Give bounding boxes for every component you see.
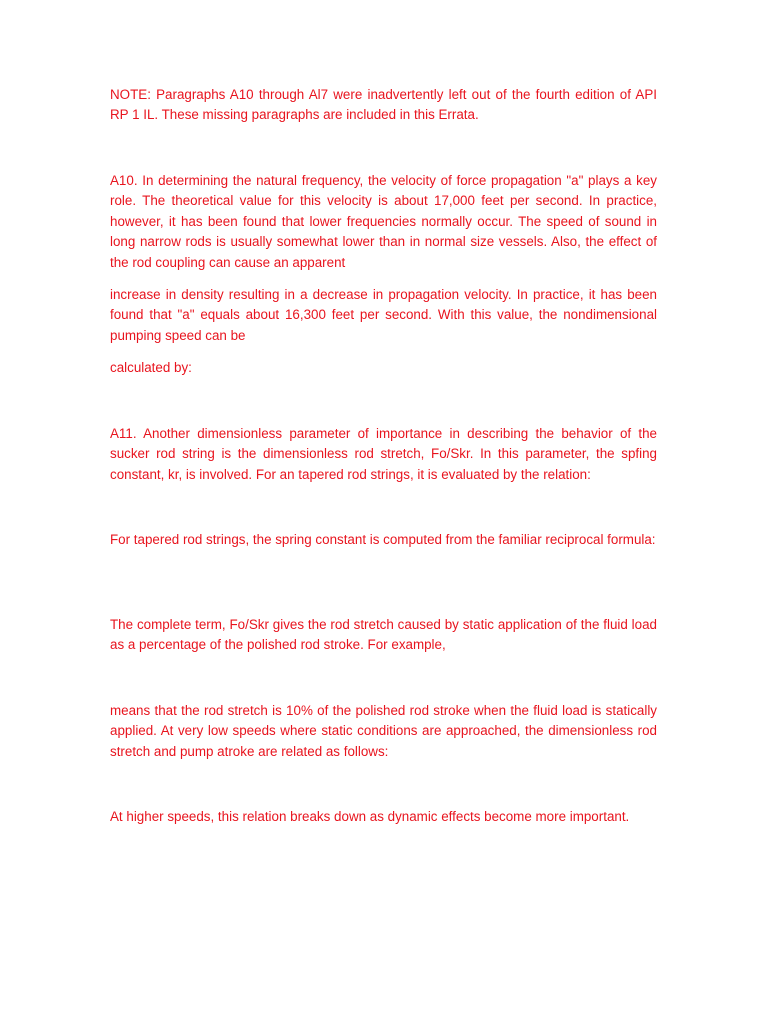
paragraph-a10-continued: increase in density resulting in a decrease in propagation velocity. In practice, it has been found that "a" equals about 16,300 feet per second. With this value, the nondimensional pumping speed can be — [110, 287, 657, 343]
paragraph-a11: A11. Another dimensionless parameter of importance in describing the behavior of the sucker rod string is the dimensionless rod stretch, Fo/Skr. In this parameter, the spfing constant, kr, is involved. For an tapered rod strings, it is evaluated by the relation: — [110, 426, 657, 482]
paragraph-higher-speeds: At higher speeds, this relation breaks down as dynamic effects become more important. — [110, 809, 630, 824]
paragraph-tapered-rod: For tapered rod strings, the spring constant is computed from the familiar reciprocal formula: — [110, 532, 656, 547]
paragraph-complete-term: The complete term, Fo/Skr gives the rod stretch caused by static application of the fluid load as a percentage of the polished rod stroke. For example, — [110, 617, 657, 653]
paragraph-rod-stretch: means that the rod stretch is 10% of the polished rod stroke when the fluid load is statically applied. At very low speeds where static conditions are approached, the dimensionless rod stretch and pump atroke are related as follows: — [110, 703, 657, 759]
paragraph-note: NOTE: Paragraphs A10 through Al7 were inadvertently left out of the fourth edition of API RP 1 IL. These missing paragraphs are included in this Errata. — [110, 87, 657, 123]
paragraph-calculated-by: calculated by: — [110, 360, 192, 375]
paragraph-a10: A10. In determining the natural frequency, the velocity of force propagation "a" plays a key role. The theoretical value for this velocity is about 17,000 feet per second. In practice, however, it has been found that lower frequencies normally occur. The speed of sound in long narrow rods is usually somewhat lower than in normal size vessels. Also, the effect of the rod coupling can cause an apparent — [110, 173, 657, 270]
